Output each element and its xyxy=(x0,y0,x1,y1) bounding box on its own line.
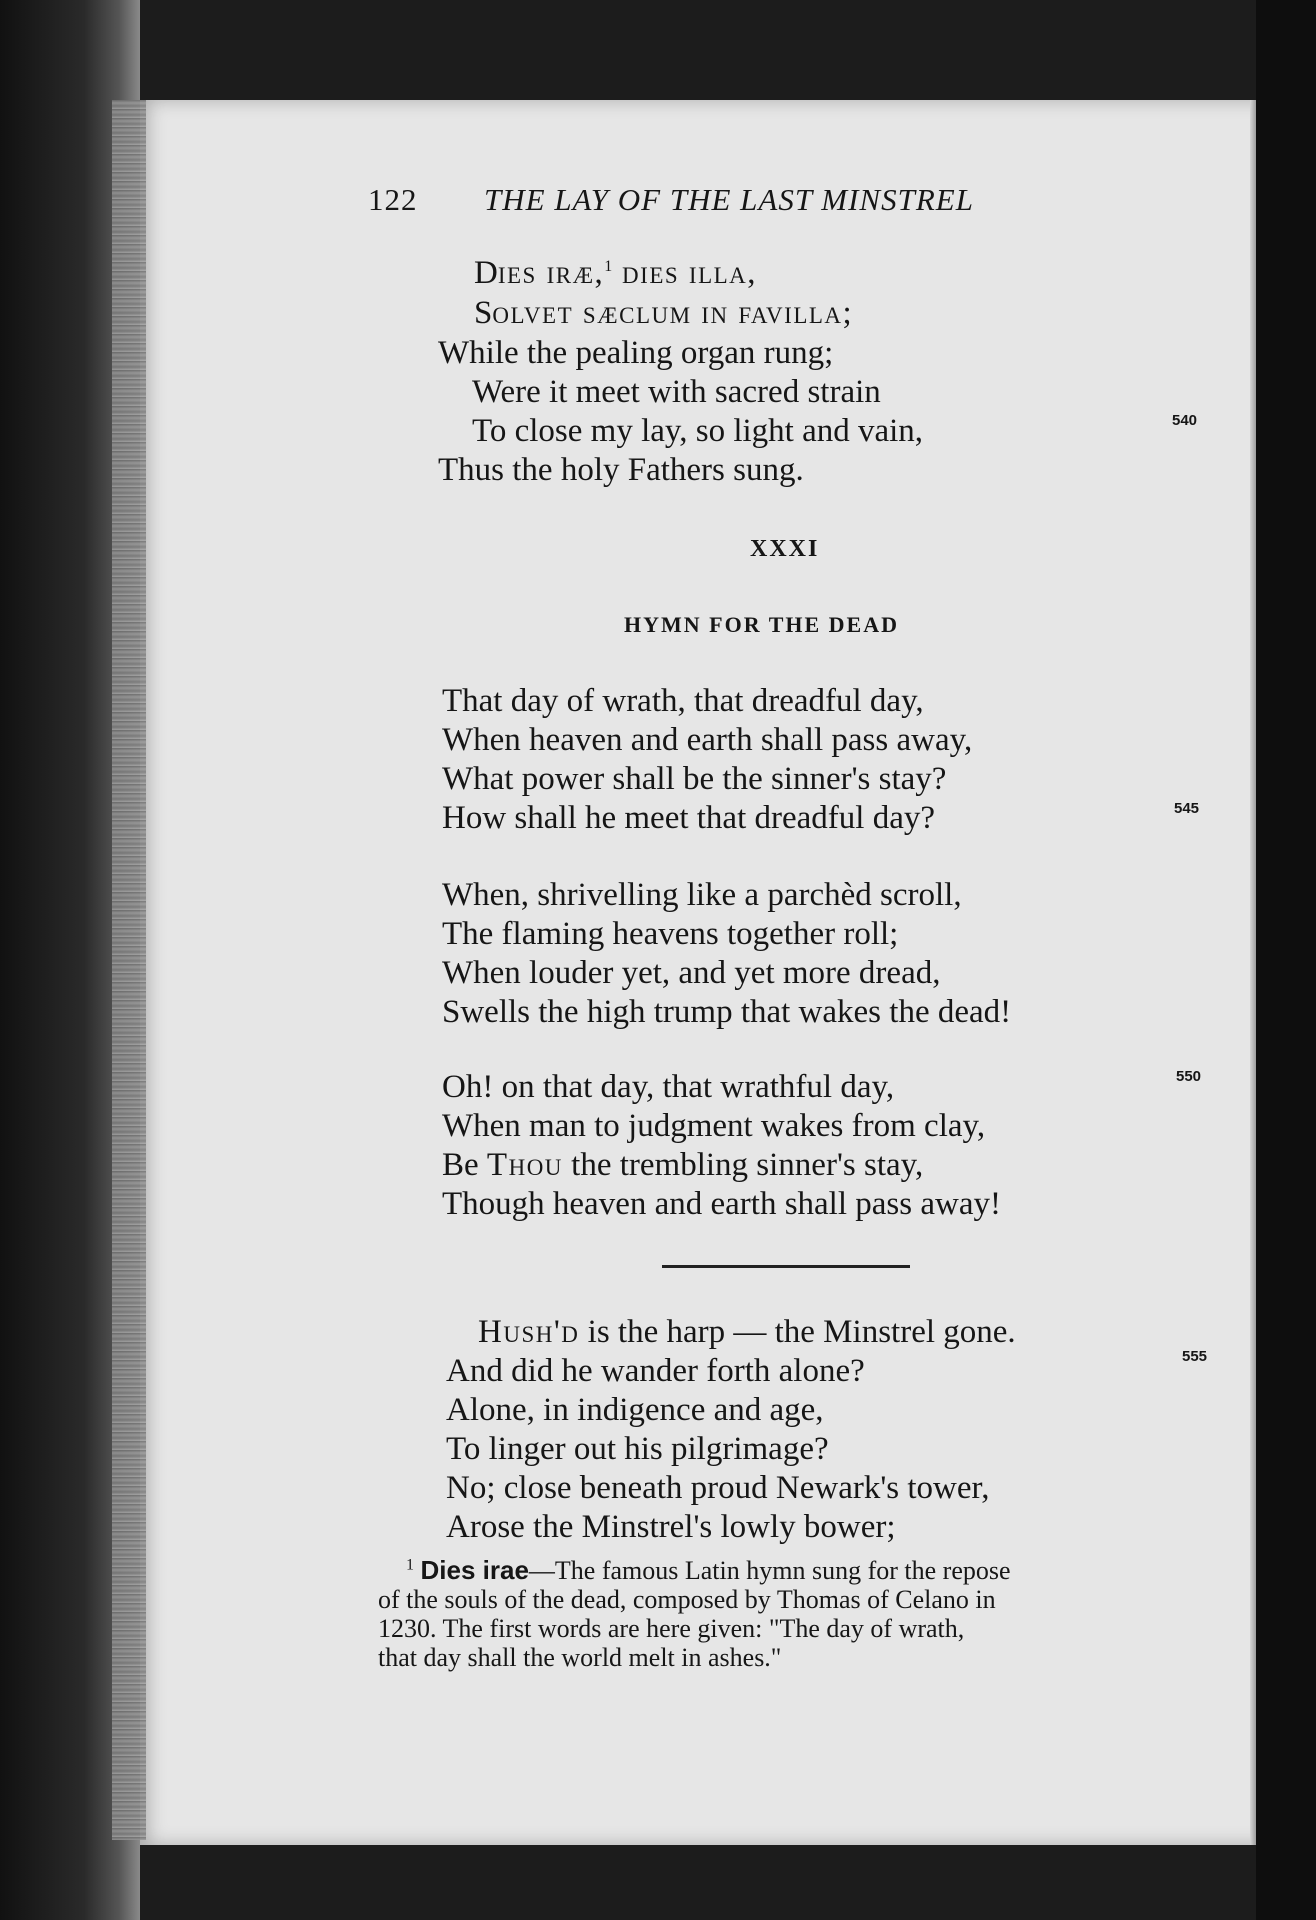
verse-line: And did he wander forth alone? xyxy=(446,1353,865,1389)
verse-line: When man to judgment wakes from clay, xyxy=(442,1108,986,1144)
page-binding xyxy=(112,100,146,1840)
footnote-mark: 1 xyxy=(604,258,613,275)
latin-line-1: Dies iræ,$^1$ dies illa, xyxy=(474,255,758,291)
line-number: 540 xyxy=(1172,412,1198,429)
verse-line: How shall he meet that dreadful day? xyxy=(442,800,935,836)
footnote-number: 1 xyxy=(406,1556,414,1574)
verse-line: The flaming heavens together roll; xyxy=(442,916,899,952)
line-number: 545 xyxy=(1174,800,1200,817)
verse-line: While the pealing organ rung; xyxy=(438,335,834,371)
running-title: THE LAY OF THE LAST MINSTREL xyxy=(484,182,974,217)
verse-line: To close my lay, so light and vain, xyxy=(472,413,924,449)
page-number: 122 xyxy=(368,182,418,217)
canto-number: XXXI xyxy=(750,536,820,562)
verse-line: Hush'd is the harp — the Minstrel gone. xyxy=(478,1314,1016,1350)
verse-line: Oh! on that day, that wrathful day, xyxy=(442,1069,895,1105)
verse-line: Arose the Minstrel's lowly bower; xyxy=(446,1509,896,1545)
verse-line: Though heaven and earth shall pass away! xyxy=(442,1186,1001,1222)
verse-line: When louder yet, and yet more dread, xyxy=(442,955,941,991)
verse-line: When, shrivelling like a parchèd scroll, xyxy=(442,877,962,913)
verse-line: Be Thou the trembling sinner's stay, xyxy=(442,1147,924,1183)
verse-line: Thus the holy Fathers sung. xyxy=(438,452,804,488)
verse-line: Were it meet with sacred strain xyxy=(472,374,881,410)
verse-line: That day of wrath, that dreadful day, xyxy=(442,683,924,719)
footnote-term: Dies irae xyxy=(420,1555,529,1585)
verse-line: What power shall be the sinner's stay? xyxy=(442,761,947,797)
hymn-title: HYMN FOR THE DEAD xyxy=(624,612,899,637)
scan-background-right xyxy=(1256,0,1316,1920)
verse-line: Swells the high trump that wakes the dead! xyxy=(442,994,1012,1030)
verse-line: To linger out his pilgrimage? xyxy=(446,1431,829,1467)
line-number: 555 xyxy=(1182,1348,1208,1365)
section-divider xyxy=(662,1265,910,1268)
verse-line: No; close beneath proud Newark's tower, xyxy=(446,1470,990,1506)
verse-line: When heaven and earth shall pass away, xyxy=(442,722,973,758)
latin-line-2: Solvet sæclum in favilla; xyxy=(474,295,854,331)
verse-line: Alone, in indigence and age, xyxy=(446,1392,824,1428)
line-number: 550 xyxy=(1176,1068,1202,1085)
footnote: $^1$ Dies irae—The famous Latin hymn sung for the repose of the souls of the dead, composed by Thomas of Celano in 1230. The first words are here given: "The day of wrath, that day shall the world melt in ashes." xyxy=(378,1555,1011,1672)
